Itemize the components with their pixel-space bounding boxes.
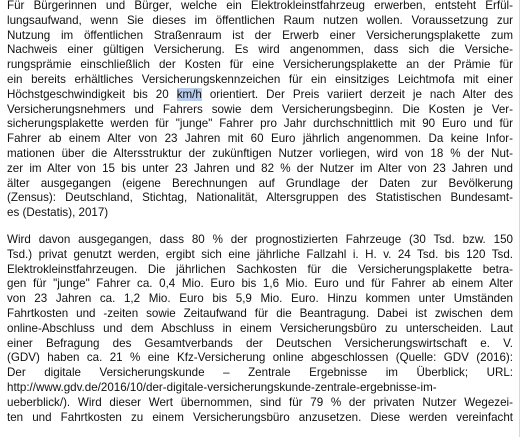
text-line: Fahrtkosten und -zeiten sowie Zeitaufwand für die Beantragung. Dabei ist zwischen dem	[7, 306, 513, 320]
text-line: ten und Fahrtkosten zu einem Versicherungsbüro anzusetzen. Diese werden vereinfacht	[7, 410, 513, 424]
text-line: Versicherungsnehmers und Fahrers sowie dem Versicherungsbeginn. Die Kosten je Ver-	[7, 102, 513, 116]
url-text-line[interactable]: http://www.gdv.de/2016/10/der-digitale-versicherungskunde-zentrale-ergebnisse-im-	[7, 380, 437, 394]
text-line: Wird davon ausgegangen, dass 80 % der prognostizierten Fahrzeuge (30 Tsd. bzw. 150	[7, 233, 513, 246]
text-line: Tsd.) privat genutzt werden, ergibt sich eine jährliche Fallzahl i. H. v. 24 Tsd. bis 120 Tsd.	[7, 247, 513, 261]
text-line: online-Abschluss und dem Abschluss in einem Versicherungsbüro zu unterscheiden. Laut	[7, 321, 513, 335]
text-line: Nachweis einer gültigen Versicherung. Es wird angenommen, dass sich die Versiche-	[7, 43, 513, 57]
text-line: zer im Alter von 15 bis unter 23 Jahren und 82 % der Nutzer im Alter von 23 Jahren und	[7, 161, 513, 175]
text-segment: Höchstgeschwindigkeit bis 20	[7, 87, 177, 101]
text-line: Nutzung im öffentlichen Straßenraum ist der Erwerb einer Versicherungsplakette zum	[7, 28, 513, 42]
text-line: Für Bürgerinnen und Bürger, welche ein Elektrokleinstfahrzeug erwerben, entsteht Erfül-	[7, 0, 513, 12]
text-line: Elektrokleinstfahrzeugen. Die jährlichen Sachkosten für die Versicherungsplakette betra-	[7, 262, 513, 276]
paragraph-1	[7, 0, 513, 221]
text-line: von 23 Jahren ca. 1,2 Mio. Euro bis 5,9 Mio. Euro. Hinzu kommen unter Umständen	[7, 292, 513, 306]
text-line: Fahrer ab einem Alter von 23 Jahren mit 60 Euro jährlich angenommen. Da keine Infor-	[7, 132, 513, 146]
text-line: lungsaufwand, wenn Sie dieses im öffentlichen Raum nutzen wollen. Voraussetzung zur	[7, 13, 513, 27]
text-line: (Zensus): Deutschland, Stichtag, Nationalität, Altersgruppen des Statistischen Bundesamt-	[7, 191, 513, 205]
text-line: (GDV) haben ca. 21 % eine Kfz-Versicherung online abgeschlossen (Quelle: GDV (2016):	[7, 351, 513, 365]
text-line: es (Destatis), 2017)	[7, 206, 109, 220]
text-line: gen für "junge" Fahrer ca. 0,4 Mio. Euro bis 1,6 Mio. Euro und für Fahrer ab einem Alter	[7, 277, 513, 291]
text-line-with-selection	[7, 88, 513, 103]
text-line: Der digitale Versicherungskunde – Zentrale Ergebnisse im Überblick; URL:	[7, 366, 513, 380]
text-line: einer Befragung des Gesamtverbands der Deutschen Versicherungswirtschaft e. V.	[7, 336, 513, 350]
text-segment: orientiert. Der Preis variiert derzeit je nach Alter des	[201, 87, 513, 101]
text-line: älter ausgegangen (eigene Berechnungen auf Grundlage der Daten zur Bevölkerung	[7, 176, 513, 190]
text-line: ein bereits erhältliches Versicherungskennzeichen für ein einsitziges Leichtmofa mit einer	[7, 72, 513, 86]
text-line: rungsprämie einschließlich der Kosten für eine Versicherungsplakette an der Prämie für	[7, 58, 513, 72]
selected-text[interactable]: km/h	[176, 87, 202, 101]
paragraph-2	[7, 233, 513, 425]
text-line: sicherungsplakette werden für "junge" Fahrer pro Jahr durchschnittlich mit 90 Euro und für	[7, 117, 513, 131]
text-line: ueberblick/). Wird dieser Wert übernommen, sind für 79 % der privaten Nutzer Wegezei-	[7, 395, 513, 409]
text-line: mationen über die Altersstruktur der zukünftigen Nutzer vorliegen, wird von 18 % der Nut-	[7, 146, 513, 160]
